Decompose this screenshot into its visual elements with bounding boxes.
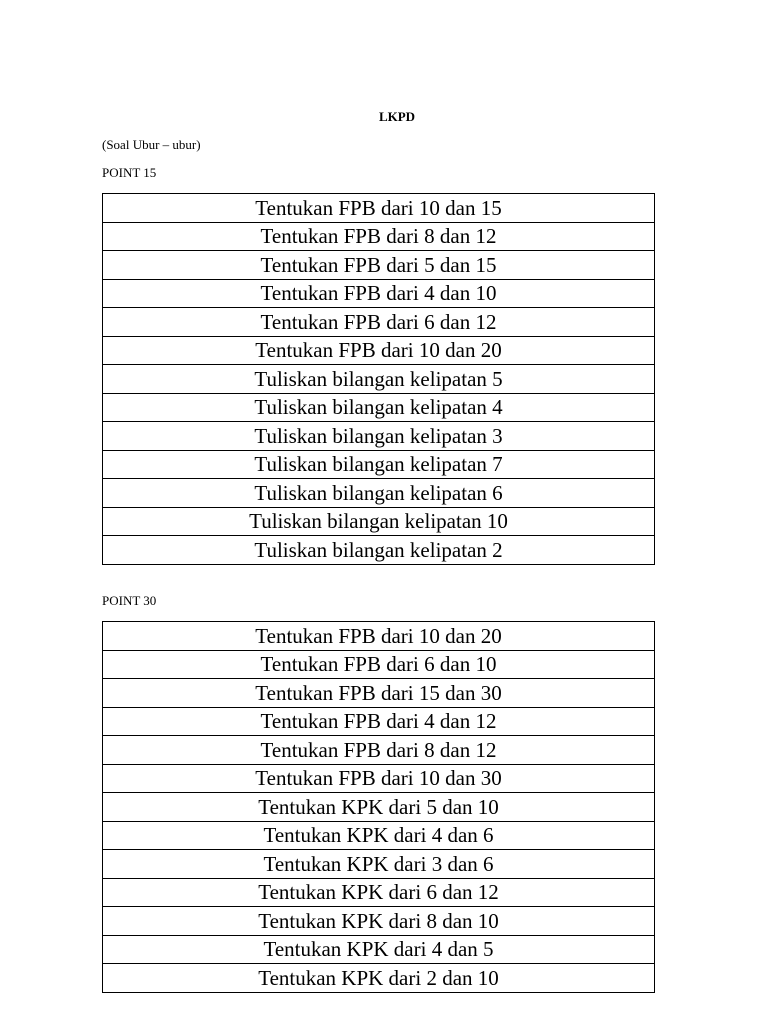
question-cell: Tuliskan bilangan kelipatan 7 (103, 450, 655, 479)
question-cell: Tentukan KPK dari 5 dan 10 (103, 793, 655, 822)
question-cell: Tuliskan bilangan kelipatan 2 (103, 536, 655, 565)
question-cell: Tuliskan bilangan kelipatan 6 (103, 479, 655, 508)
table-row (103, 707, 655, 736)
question-cell: Tuliskan bilangan kelipatan 5 (103, 365, 655, 394)
question-cell: Tuliskan bilangan kelipatan 4 (103, 393, 655, 422)
question-cell: Tentukan FPB dari 6 dan 10 (103, 650, 655, 679)
table-row (103, 935, 655, 964)
table-row (103, 679, 655, 708)
question-cell: Tentukan FPB dari 10 dan 15 (103, 194, 655, 223)
question-cell: Tentukan FPB dari 8 dan 12 (103, 736, 655, 765)
question-cell: Tentukan FPB dari 15 dan 30 (103, 679, 655, 708)
table-row (103, 194, 655, 223)
table-row (103, 536, 655, 565)
table-row (103, 964, 655, 993)
document-subtitle: (Soal Ubur – ubur) (102, 137, 201, 152)
question-cell: Tentukan FPB dari 6 dan 12 (103, 308, 655, 337)
section-label-point-15: POINT 15 (102, 165, 157, 180)
table-row (103, 764, 655, 793)
table-row (103, 793, 655, 822)
table-row (103, 422, 655, 451)
document-title: LKPD (378, 109, 416, 124)
question-cell: Tuliskan bilangan kelipatan 10 (103, 507, 655, 536)
table-row (103, 850, 655, 879)
table-row (103, 336, 655, 365)
table-row (103, 450, 655, 479)
table-row (103, 622, 655, 651)
question-cell: Tentukan KPK dari 8 dan 10 (103, 907, 655, 936)
table-row (103, 650, 655, 679)
question-cell: Tentukan KPK dari 6 dan 12 (103, 878, 655, 907)
table-row (103, 821, 655, 850)
question-cell: Tentukan FPB dari 10 dan 20 (103, 336, 655, 365)
table-row (103, 878, 655, 907)
table-row (103, 222, 655, 251)
question-cell: Tentukan KPK dari 4 dan 5 (103, 935, 655, 964)
question-table-point-30 (102, 621, 655, 993)
question-cell: Tuliskan bilangan kelipatan 3 (103, 422, 655, 451)
section-label-point-30: POINT 30 (102, 593, 157, 608)
question-cell: Tentukan FPB dari 10 dan 20 (103, 622, 655, 651)
table-row (103, 251, 655, 280)
table-row (103, 365, 655, 394)
table-row (103, 507, 655, 536)
question-cell: Tentukan KPK dari 2 dan 10 (103, 964, 655, 993)
question-cell: Tentukan FPB dari 4 dan 10 (103, 279, 655, 308)
question-cell: Tentukan FPB dari 4 dan 12 (103, 707, 655, 736)
table-row (103, 279, 655, 308)
table-row (103, 308, 655, 337)
question-cell: Tentukan KPK dari 3 dan 6 (103, 850, 655, 879)
table-row (103, 393, 655, 422)
table-row (103, 479, 655, 508)
question-cell: Tentukan FPB dari 8 dan 12 (103, 222, 655, 251)
question-cell: Tentukan FPB dari 10 dan 30 (103, 764, 655, 793)
question-cell: Tentukan FPB dari 5 dan 15 (103, 251, 655, 280)
question-cell: Tentukan KPK dari 4 dan 6 (103, 821, 655, 850)
question-table-point-15 (102, 193, 655, 565)
table-row (103, 736, 655, 765)
table-row (103, 907, 655, 936)
